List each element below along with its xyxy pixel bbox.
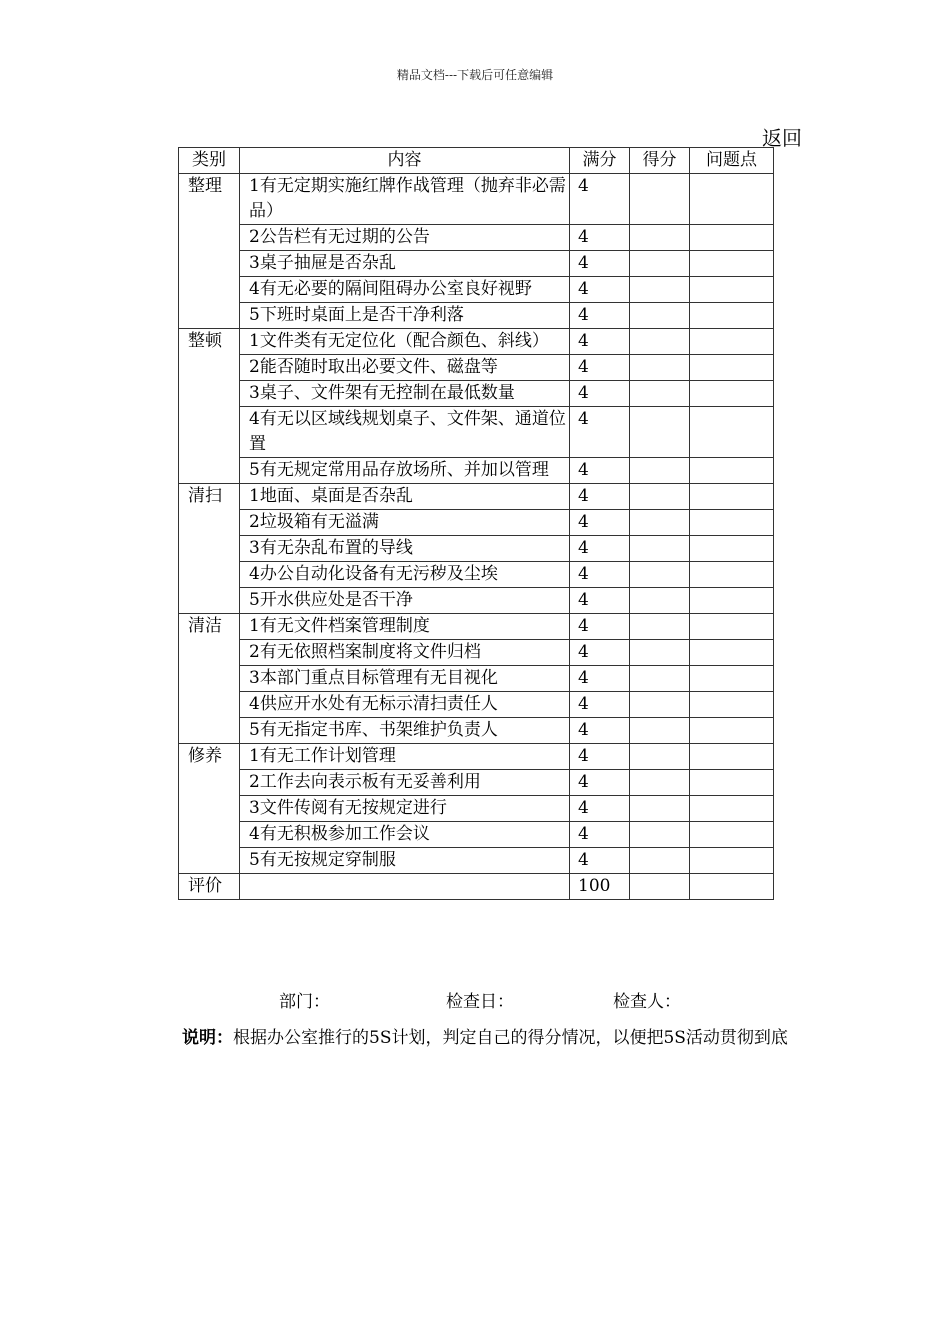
item-max-score-cell: 4 [570, 458, 630, 484]
item-score-cell[interactable] [630, 562, 690, 588]
table-row [179, 770, 774, 796]
item-content-cell: 3有无杂乱布置的导线 [240, 536, 570, 562]
total-max-score: 100 [570, 874, 630, 900]
item-score-cell[interactable] [630, 770, 690, 796]
item-issue-cell[interactable] [690, 174, 774, 225]
item-max-score-cell: 4 [570, 822, 630, 848]
item-issue-cell[interactable] [690, 848, 774, 874]
table-row [179, 692, 774, 718]
table-row [179, 796, 774, 822]
check-date-label: 检查日： [446, 992, 514, 1012]
item-max-score-cell: 4 [570, 536, 630, 562]
item-issue-cell[interactable] [690, 458, 774, 484]
item-issue-cell[interactable] [690, 718, 774, 744]
column-header-score: 得分 [630, 148, 690, 174]
table-row [179, 588, 774, 614]
table-row [179, 458, 774, 484]
inspector-label: 检查人： [613, 992, 681, 1012]
item-content-cell: 1地面、桌面是否杂乱 [240, 484, 570, 510]
item-score-cell[interactable] [630, 355, 690, 381]
item-content-cell: 3本部门重点目标管理有无目视化 [240, 666, 570, 692]
table-row [179, 277, 774, 303]
item-score-cell[interactable] [630, 614, 690, 640]
item-content-cell: 2公告栏有无过期的公告 [240, 225, 570, 251]
item-issue-cell[interactable] [690, 770, 774, 796]
item-issue-cell[interactable] [690, 484, 774, 510]
item-score-cell[interactable] [630, 458, 690, 484]
item-content-cell: 4有无积极参加工作会议 [240, 822, 570, 848]
item-score-cell[interactable] [630, 536, 690, 562]
item-score-cell[interactable] [630, 277, 690, 303]
item-content-cell: 3文件传阅有无按规定进行 [240, 796, 570, 822]
item-score-cell[interactable] [630, 744, 690, 770]
column-header-content: 内容 [240, 148, 570, 174]
item-content-cell: 4有无以区域线规划桌子、文件架、通道位置 [240, 407, 570, 458]
item-content-cell: 1有无文件档案管理制度 [240, 614, 570, 640]
item-score-cell[interactable] [630, 510, 690, 536]
item-issue-cell[interactable] [690, 614, 774, 640]
total-row [179, 874, 774, 900]
item-issue-cell[interactable] [690, 277, 774, 303]
note-label: 说明： [182, 1028, 233, 1048]
item-content-cell: 3桌子抽屉是否杂乱 [240, 251, 570, 277]
item-max-score-cell: 4 [570, 225, 630, 251]
item-content-cell: 3桌子、文件架有无控制在最低数量 [240, 381, 570, 407]
item-score-cell[interactable] [630, 848, 690, 874]
total-label: 评价 [179, 874, 240, 900]
item-issue-cell[interactable] [690, 303, 774, 329]
table-row [179, 640, 774, 666]
item-max-score-cell: 4 [570, 251, 630, 277]
table-row [179, 251, 774, 277]
item-score-cell[interactable] [630, 329, 690, 355]
item-issue-cell[interactable] [690, 640, 774, 666]
table-row [179, 510, 774, 536]
item-score-cell[interactable] [630, 407, 690, 458]
item-max-score-cell: 4 [570, 614, 630, 640]
item-content-cell: 4办公自动化设备有无污秽及尘埃 [240, 562, 570, 588]
item-content-cell: 2垃圾箱有无溢满 [240, 510, 570, 536]
total-issue-cell[interactable] [690, 874, 774, 900]
table-row [179, 718, 774, 744]
item-content-cell: 5下班时桌面上是否干净利落 [240, 303, 570, 329]
item-score-cell[interactable] [630, 640, 690, 666]
table-row [179, 174, 774, 225]
category-cell: 修养 [179, 744, 240, 874]
table-row [179, 614, 774, 640]
table-row [179, 666, 774, 692]
item-max-score-cell: 4 [570, 770, 630, 796]
table-row [179, 848, 774, 874]
item-score-cell[interactable] [630, 692, 690, 718]
column-header-category: 类别 [179, 148, 240, 174]
item-issue-cell[interactable] [690, 510, 774, 536]
item-issue-cell[interactable] [690, 666, 774, 692]
item-max-score-cell: 4 [570, 588, 630, 614]
table-row [179, 484, 774, 510]
item-score-cell[interactable] [630, 174, 690, 225]
item-issue-cell[interactable] [690, 562, 774, 588]
item-content-cell: 4有无必要的隔间阻碍办公室良好视野 [240, 277, 570, 303]
category-cell: 清洁 [179, 614, 240, 744]
item-score-cell[interactable] [630, 718, 690, 744]
item-score-cell[interactable] [630, 251, 690, 277]
item-content-cell: 5开水供应处是否干净 [240, 588, 570, 614]
table-row [179, 381, 774, 407]
item-content-cell: 5有无按规定穿制服 [240, 848, 570, 874]
item-content-cell: 2有无依照档案制度将文件归档 [240, 640, 570, 666]
category-cell: 清扫 [179, 484, 240, 614]
table-row [179, 303, 774, 329]
item-max-score-cell: 4 [570, 796, 630, 822]
total-content [240, 874, 570, 900]
item-content-cell: 2能否随时取出必要文件、磁盘等 [240, 355, 570, 381]
note-text: 根据办公室推行的5S计划，判定自己的得分情况，以便把5S活动贯彻到底 [233, 1028, 788, 1048]
item-max-score-cell: 4 [570, 484, 630, 510]
item-issue-cell[interactable] [690, 225, 774, 251]
item-content-cell: 1有无定期实施红牌作战管理（抛弃非必需品） [240, 174, 570, 225]
table-row [179, 822, 774, 848]
item-max-score-cell: 4 [570, 718, 630, 744]
item-max-score-cell: 4 [570, 848, 630, 874]
item-max-score-cell: 4 [570, 381, 630, 407]
5s-checklist-table [178, 147, 774, 900]
table-row [179, 355, 774, 381]
item-max-score-cell: 4 [570, 692, 630, 718]
item-score-cell[interactable] [630, 381, 690, 407]
item-issue-cell[interactable] [690, 381, 774, 407]
item-issue-cell[interactable] [690, 822, 774, 848]
checklist-body [179, 174, 774, 874]
item-issue-cell[interactable] [690, 692, 774, 718]
item-content-cell: 5有无规定常用品存放场所、并加以管理 [240, 458, 570, 484]
item-max-score-cell: 4 [570, 407, 630, 458]
table-row [179, 744, 774, 770]
item-content-cell: 2工作去向表示板有无妥善利用 [240, 770, 570, 796]
item-issue-cell[interactable] [690, 329, 774, 355]
note-paragraph [146, 1028, 796, 1049]
item-content-cell: 5有无指定书库、书架维护负责人 [240, 718, 570, 744]
item-max-score-cell: 4 [570, 355, 630, 381]
item-max-score-cell: 4 [570, 562, 630, 588]
total-score-cell[interactable] [630, 874, 690, 900]
item-issue-cell[interactable] [690, 407, 774, 458]
back-link[interactable]: 返回 [762, 126, 802, 150]
item-max-score-cell: 4 [570, 329, 630, 355]
item-score-cell[interactable] [630, 303, 690, 329]
item-content-cell: 1有无工作计划管理 [240, 744, 570, 770]
item-score-cell[interactable] [630, 588, 690, 614]
column-header-max-score: 满分 [570, 148, 630, 174]
table-row [179, 225, 774, 251]
category-cell: 整顿 [179, 329, 240, 484]
item-max-score-cell: 4 [570, 303, 630, 329]
item-max-score-cell: 4 [570, 174, 630, 225]
table-row [179, 407, 774, 458]
item-max-score-cell: 4 [570, 640, 630, 666]
item-issue-cell[interactable] [690, 251, 774, 277]
table-row [179, 329, 774, 355]
item-content-cell: 1文件类有无定位化（配合颜色、斜线） [240, 329, 570, 355]
item-score-cell[interactable] [630, 484, 690, 510]
item-issue-cell[interactable] [690, 796, 774, 822]
table-row [179, 562, 774, 588]
item-content-cell: 4供应开水处有无标示清扫责任人 [240, 692, 570, 718]
category-cell: 整理 [179, 174, 240, 329]
item-issue-cell[interactable] [690, 355, 774, 381]
item-max-score-cell: 4 [570, 666, 630, 692]
department-label: 部门： [279, 992, 330, 1012]
item-max-score-cell: 4 [570, 744, 630, 770]
item-issue-cell[interactable] [690, 536, 774, 562]
table-row [179, 536, 774, 562]
item-issue-cell[interactable] [690, 588, 774, 614]
item-max-score-cell: 4 [570, 510, 630, 536]
item-issue-cell[interactable] [690, 744, 774, 770]
item-score-cell[interactable] [630, 822, 690, 848]
item-max-score-cell: 4 [570, 277, 630, 303]
column-header-issues: 问题点 [690, 148, 774, 174]
item-score-cell[interactable] [630, 796, 690, 822]
item-score-cell[interactable] [630, 666, 690, 692]
table-header-row [179, 148, 774, 174]
item-score-cell[interactable] [630, 225, 690, 251]
watermark-text: 精品文档---下载后可任意编辑 [396, 68, 554, 82]
